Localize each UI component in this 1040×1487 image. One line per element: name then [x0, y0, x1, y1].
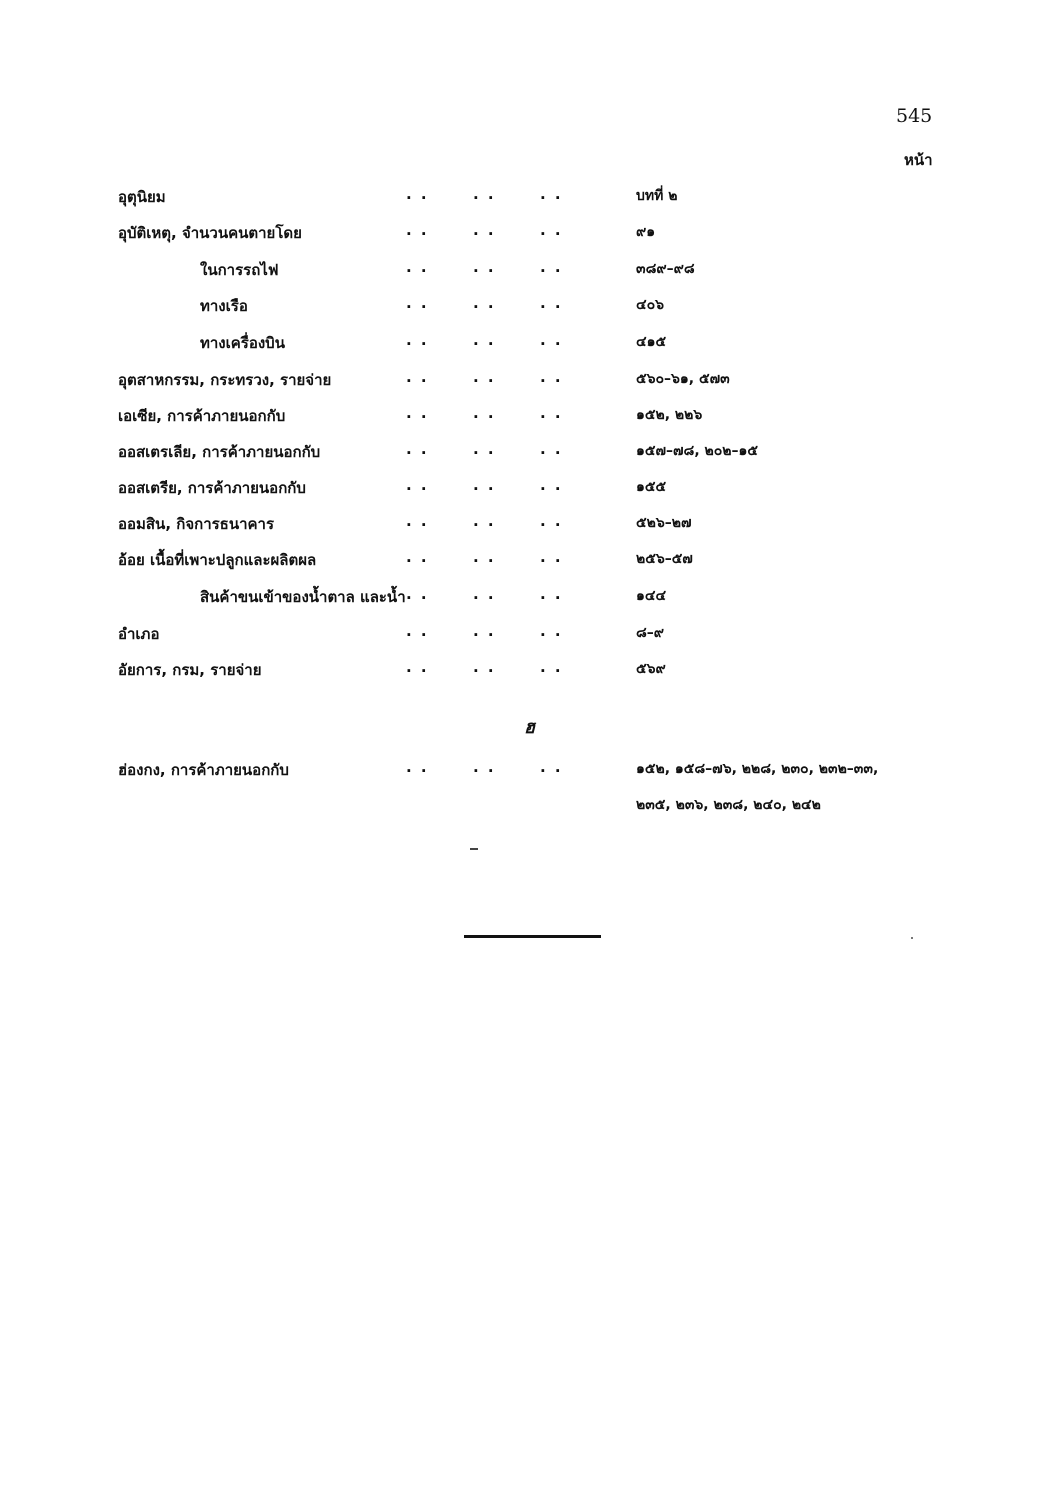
index-subentry	[0, 294, 1040, 324]
leader-dots: . .	[540, 758, 563, 776]
index-pages: ๑๕๒, ๑๕๘–๗๖, ๒๒๘, ๒๓๐, ๒๓๒–๓๓,	[636, 761, 879, 777]
index-pages-continued: ๒๓๕, ๒๓๖, ๒๓๘, ๒๔๐, ๒๔๒	[636, 797, 821, 813]
leader-dots: . .	[473, 622, 496, 640]
leader-dots: . .	[473, 440, 496, 458]
leader-dots: . .	[406, 185, 429, 203]
index-pages: ๕๒๖–๒๗	[636, 515, 692, 531]
leader-dots: . .	[540, 440, 563, 458]
index-entry	[0, 758, 1040, 788]
leader-dots: . .	[473, 185, 496, 203]
leader-dots: . .	[473, 585, 496, 603]
index-pages: ๑๕๕	[636, 479, 667, 495]
leader-dots: . .	[540, 294, 563, 312]
leader-dots: . .	[540, 404, 563, 422]
leader-dots: . .	[473, 221, 496, 239]
leader-dots: . .	[540, 548, 563, 566]
leader-dots: . .	[473, 258, 496, 276]
leader-dots: . .	[406, 221, 429, 239]
index-subentry	[0, 585, 1040, 615]
index-term: ฮ่องกง, การค้าภายนอกกับ	[118, 761, 289, 779]
index-term: ในการรถไฟ	[200, 261, 279, 279]
index-term: สินค้าขนเข้าของน้ำตาล และน้ำ	[200, 588, 406, 606]
leader-dots: . .	[540, 258, 563, 276]
leader-dots: . .	[473, 404, 496, 422]
leader-dots: . .	[540, 622, 563, 640]
leader-dots: . .	[406, 622, 429, 640]
leader-dots: . .	[473, 331, 496, 349]
index-entry	[0, 548, 1040, 578]
index-entry	[0, 440, 1040, 470]
leader-dots: . .	[406, 258, 429, 276]
leader-dots: . .	[406, 512, 429, 530]
leader-dots: . .	[473, 758, 496, 776]
index-term: ทางเรือ	[200, 297, 248, 315]
index-entry	[0, 221, 1040, 251]
index-pages: ๕๖๙	[636, 661, 666, 677]
print-speck	[470, 848, 478, 850]
index-entry	[0, 404, 1040, 434]
leader-dots: . .	[540, 221, 563, 239]
index-pages: ๕๖๐–๖๑, ๕๗๓	[636, 371, 730, 387]
index-term: อุตุนิยม	[118, 188, 166, 206]
index-pages: ๑๔๔	[636, 588, 667, 604]
index-term: ออสเตรเลีย, การค้าภายนอกกับ	[118, 443, 321, 461]
leader-dots: . .	[406, 331, 429, 349]
index-term: อุบัติเหตุ, จำนวนคนตายโดย	[118, 224, 302, 242]
leader-dots: . .	[406, 476, 429, 494]
leader-dots: . .	[540, 476, 563, 494]
index-term: อำเภอ	[118, 625, 160, 643]
leader-dots: . .	[406, 294, 429, 312]
leader-dots: . .	[406, 548, 429, 566]
index-entry	[0, 658, 1040, 688]
index-pages: ๒๕๖–๕๗	[636, 551, 693, 567]
index-term: ออมสิน, กิจการธนาคาร	[118, 515, 275, 533]
leader-dots: . .	[406, 585, 429, 603]
index-term: ออสเตรีย, การค้าภายนอกกับ	[118, 479, 306, 497]
index-entry	[0, 622, 1040, 652]
leader-dots: . .	[540, 585, 563, 603]
index-term: อัยการ, กรม, รายจ่าย	[118, 661, 262, 679]
leader-dots: . .	[473, 294, 496, 312]
index-entry	[0, 476, 1040, 506]
section-letter-heading: ฮ	[524, 717, 535, 738]
index-entry	[0, 185, 1040, 215]
leader-dots: . .	[540, 331, 563, 349]
index-term: เอเซีย, การค้าภายนอกกับ	[118, 407, 286, 425]
print-speck	[911, 937, 913, 939]
leader-dots: . .	[473, 658, 496, 676]
index-entry	[0, 368, 1040, 398]
leader-dots: . .	[406, 368, 429, 386]
leader-dots: . .	[473, 548, 496, 566]
leader-dots: . .	[473, 476, 496, 494]
index-pages: ๑๕๒, ๒๒๖	[636, 407, 703, 423]
end-rule	[464, 935, 601, 938]
leader-dots: . .	[473, 512, 496, 530]
index-pages: ๔๐๖	[636, 297, 665, 313]
index-term: อ้อย เนื้อที่เพาะปลูกและผลิตผล	[118, 551, 317, 569]
leader-dots: . .	[406, 440, 429, 458]
page-column-header: หน้า	[904, 151, 933, 169]
index-entry	[0, 512, 1040, 542]
leader-dots: . .	[406, 404, 429, 422]
index-subentry	[0, 331, 1040, 361]
leader-dots: . .	[406, 658, 429, 676]
index-subentry	[0, 258, 1040, 288]
index-pages: ๓๘๙–๙๘	[636, 261, 695, 277]
leader-dots: . .	[540, 658, 563, 676]
index-pages: ๑๕๗–๗๘, ๒๐๒–๑๕	[636, 443, 759, 459]
index-pages: ๙๑	[636, 224, 656, 240]
index-term: อุตสาหกรรม, กระทรวง, รายจ่าย	[118, 371, 332, 389]
index-term: ทางเครื่องบิน	[200, 334, 285, 352]
leader-dots: . .	[540, 185, 563, 203]
page-number: 545	[896, 105, 933, 127]
index-pages: ๘–๙	[636, 625, 665, 641]
index-pages: บทที่ ๒	[636, 188, 678, 204]
leader-dots: . .	[540, 368, 563, 386]
index-pages: ๔๑๕	[636, 334, 667, 350]
leader-dots: . .	[473, 368, 496, 386]
leader-dots: . .	[540, 512, 563, 530]
leader-dots: . .	[406, 758, 429, 776]
